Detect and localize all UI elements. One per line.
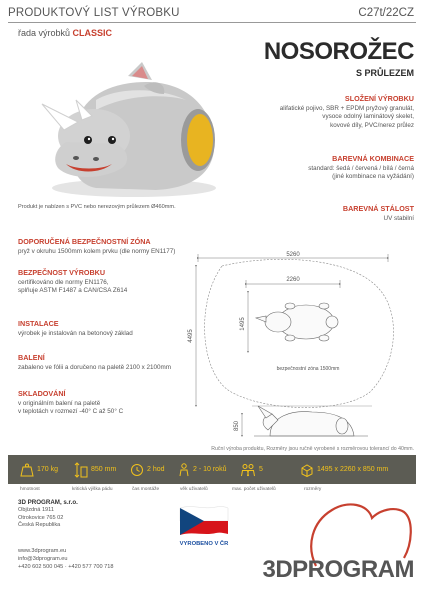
spec-age xyxy=(178,455,226,484)
colors-line: (jiné kombinace na vyžádání) xyxy=(332,173,414,181)
spec-time-label: čas montáže xyxy=(132,487,160,492)
composition-line: vysoce odolný laminátový skelet, xyxy=(322,113,414,121)
colors-section xyxy=(308,154,414,182)
spec-height-value: 850 mm xyxy=(91,466,117,473)
height-icon xyxy=(74,462,88,478)
series-label: řada výrobků xyxy=(18,28,71,38)
company-address xyxy=(18,499,78,530)
stability-heading: BAREVNÁ STÁLOST xyxy=(342,204,414,213)
product-safety-heading: BEZPEČNOST VÝROBKU xyxy=(18,268,106,277)
colors-heading: BAREVNÁ KOMBINACE xyxy=(332,154,414,163)
product-name: NOSOROŽEC xyxy=(263,38,414,65)
composition-heading: SLOŽENÍ VÝROBKU xyxy=(344,94,414,103)
spec-users-value: 5 xyxy=(259,466,263,473)
rhino-top-view xyxy=(256,303,338,341)
company-logo-text xyxy=(262,556,414,584)
address-line: Otrokovice 765 02 xyxy=(18,514,64,521)
installation-heading: INSTALACE xyxy=(18,319,59,328)
dim-inner-height: 1495 xyxy=(240,317,246,331)
spec-time-value: 2 hod xyxy=(147,466,165,473)
rhino-illustration xyxy=(36,60,226,200)
product-subtitle: S PRŮLEZEM xyxy=(355,68,414,78)
spec-time xyxy=(130,455,165,484)
header-divider xyxy=(8,22,416,23)
spec-weight xyxy=(20,455,58,484)
users-icon xyxy=(240,463,256,477)
stability-section xyxy=(343,204,414,223)
spec-height-label: kritická výška pádu xyxy=(72,487,113,492)
spec-height xyxy=(74,455,116,484)
spec-age-label: věk uživatelů xyxy=(180,487,208,492)
rhino-side-view xyxy=(254,406,368,436)
website-link[interactable]: www.3dprogram.eu xyxy=(18,548,67,554)
spec-weight-label: hmotnost xyxy=(20,487,40,492)
spec-weight-value: 170 kg xyxy=(37,466,59,473)
stability-line: UV stabilní xyxy=(383,215,414,222)
safety-zone-line: pryž v okruhu 1500mm kolem prvku (dle normy EN1177) xyxy=(18,248,176,255)
safety-zone-heading: DOPORUČENÁ BEZPEČNOSTNÍ ZÓNA xyxy=(18,237,151,246)
storage-section xyxy=(18,389,178,417)
sheet-title: PRODUKTOVÝ LIST VÝROBKU xyxy=(8,7,180,19)
made-in-label: VYROBENO V ČR xyxy=(179,541,229,547)
dimensions-icon xyxy=(300,463,314,477)
clock-icon xyxy=(130,463,144,477)
czech-flag-icon xyxy=(178,504,230,538)
packaging-heading: BALENÍ xyxy=(18,353,45,362)
product-series xyxy=(18,28,112,38)
weight-icon xyxy=(20,463,34,477)
storage-heading: SKLADOVÁNÍ xyxy=(18,389,66,398)
packaging-line: zabaleno ve fólii a doručeno na paletě 2100 x 2100mm xyxy=(18,364,171,371)
spec-users-label: max. počet uživatelů xyxy=(232,487,276,492)
installation-section xyxy=(18,319,178,338)
email-link[interactable]: info@3dprogram.eu xyxy=(18,555,68,562)
spec-dimensions-label: rozměry xyxy=(304,487,322,492)
spec-age-value: 2 - 10 roků xyxy=(193,466,227,473)
spec-users xyxy=(240,455,263,484)
dimension-diagram xyxy=(182,246,418,446)
dim-outer-width: 5260 xyxy=(286,252,300,258)
composition-line: kovové díly, PVC/nerez průlez xyxy=(330,121,414,129)
company-contacts xyxy=(18,548,114,571)
phone-numbers: +420 602 500 045 · +420 577 700 718 xyxy=(18,563,114,570)
address-line: Česká Republika xyxy=(18,522,61,529)
composition-line: alifatické pojivo, SBR + EPDM pryžový granulát, xyxy=(279,105,414,112)
composition-section xyxy=(280,94,414,130)
packaging-section xyxy=(18,353,178,372)
product-safety-line: certifikováno dle normy EN1176, xyxy=(18,279,109,286)
spec-dimensions xyxy=(300,455,388,484)
installation-line: výrobek je instalován na betonový základ xyxy=(18,330,133,337)
company-name: 3D PROGRAM, s.r.o. xyxy=(18,499,78,506)
storage-line: v originálním balení na paletě xyxy=(18,400,101,407)
product-code: C27t/22CZ xyxy=(358,7,414,19)
series-name: CLASSIC xyxy=(72,28,113,38)
product-safety-line: splňuje ASTM F1487 a CAN/CSA Z614 xyxy=(18,287,128,295)
product-safety-section xyxy=(18,268,178,296)
address-line: Objízdná 1911 xyxy=(18,506,54,513)
product-caption: Produkt je nabízen s PVC nebo nerezovým průlezem Ø460mm. xyxy=(18,204,176,210)
age-icon xyxy=(178,463,190,477)
safety-zone-label: bezpečnostní zóna 1500mm xyxy=(276,366,340,372)
logo-part-3d: 3D xyxy=(262,556,293,583)
dim-outer-height: 4495 xyxy=(188,329,194,343)
safety-zone-section xyxy=(18,237,178,256)
logo-part-program: PROGRAM xyxy=(292,556,414,583)
colors-line: standard: šedá / červená / bílá / černá xyxy=(308,165,414,172)
dim-side-height: 850 xyxy=(234,420,240,432)
tolerance-note: Ruční výroba produktu, Rozměry jsou ručně vyrobené s rozměrovou tolerancí do 40mm. xyxy=(211,446,414,452)
spec-dimensions-value: 1495 x 2260 x 850 mm xyxy=(317,466,389,473)
storage-line: v teplotách v rozmezí -40° C až 50° C xyxy=(18,408,124,416)
dim-inner-width: 2260 xyxy=(286,277,300,283)
